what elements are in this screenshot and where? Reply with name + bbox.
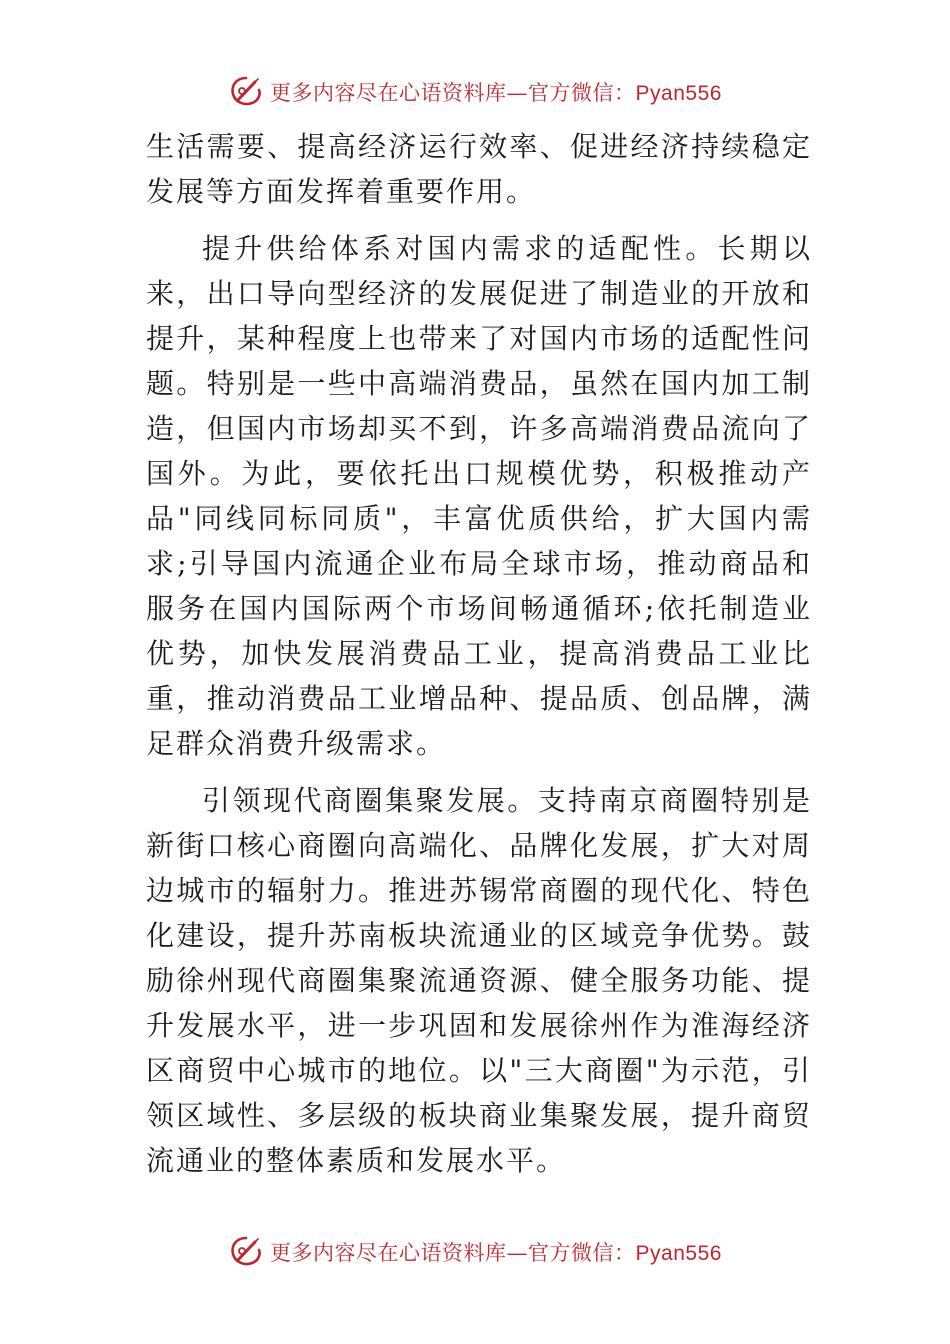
banner-wechat-id: Pyan556	[635, 82, 722, 105]
header-banner	[0, 72, 950, 112]
footer-banner	[0, 1232, 950, 1272]
pen-swirl-logo-icon	[228, 1234, 264, 1270]
pen-swirl-logo-icon	[228, 74, 264, 110]
header-banner-text	[270, 77, 722, 107]
footer-banner-text	[270, 1237, 722, 1267]
paragraph-2: 提升供给体系对国内需求的适配性。长期以来，出口导向型经济的发展促进了制造业的开放和提升，某种程度上也带来了对国内市场的适配性问题。特别是一些中高端消费品，虽然在国内加工制造，但国内市场却买不到，许多高端消费品流向了国外。为此，要依托出口规模优势，积极推动产品"同线同标同质"，丰富优质供给，扩大国内需求;引导国内流通企业布局全球市场，推动商品和服务在国内国际两个市场间畅通循环;依托制造业优势，加快发展消费品工业，提高消费品工业比重，推动消费品工业增品种、提品质、创品牌，满足群众消费升级需求。	[146, 232, 812, 760]
paragraph-3: 引领现代商圈集聚发展。支持南京商圈特别是新街口核心商圈向高端化、品牌化发展，扩大对周边城市的辐射力。推进苏锡常商圈的现代化、特色化建设，提升苏南板块流通业的区域竞争优势。鼓励徐州现代商圈集聚流通资源、健全服务功能、提升发展水平，进一步巩固和发展徐州作为淮海经济区商贸中心城市的地位。以"三大商圈"为示范，引领区域性、多层级的板块商业集聚发展，提升商贸流通业的整体素质和发展水平。	[146, 784, 812, 1177]
banner-label: 更多内容尽在心语资料库—官方微信：	[270, 81, 636, 105]
banner-label: 更多内容尽在心语资料库—官方微信：	[270, 1241, 636, 1265]
paragraph-1: 生活需要、提高经济运行效率、促进经济持续稳定发展等方面发挥着重要作用。	[146, 130, 812, 208]
document-body	[146, 124, 812, 1195]
banner-wechat-id: Pyan556	[635, 1242, 722, 1265]
